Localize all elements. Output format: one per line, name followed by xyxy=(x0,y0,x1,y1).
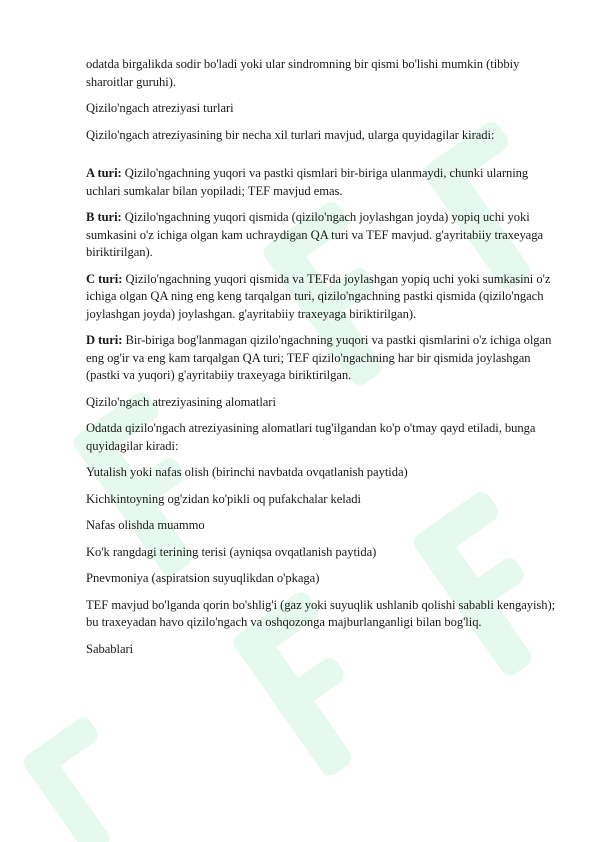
symptom-item: Ko'k rangdagi terining terisi (ayniqsa ovqatlanish paytida) xyxy=(86,544,377,559)
symptom-item: TEF mavjud bo'lganda qorin bo'shlig'i (gaz yoki suyuqlik ushlanib qolishi sababli kengayish); bu traxeyadan havo qizilo'ngach va oshqozonga majburlanganligi bilan bog'liq. xyxy=(86,597,556,629)
types-heading: Qizilo'ngach atreziyasi turlari xyxy=(86,101,234,115)
type-c-label: C turi: xyxy=(86,271,123,286)
symptom-item: Yutalish yoki nafas olish (birinchi navbatda ovqatlanish paytida) xyxy=(86,465,408,479)
symptoms-heading: Qizilo'ngach atreziyasining alomatlari xyxy=(86,394,276,409)
type-a-label: A turi: xyxy=(86,166,122,180)
intro-paragraph: odatda birgalikda sodir bo'ladi yoki ular sindromning bir qismi bo'lishi mumkin (tibbiy sharoitlar guruhi). xyxy=(86,57,520,89)
symptom-item: Nafas olishda muammo xyxy=(86,518,205,532)
symptom-item: Pnevmoniya (aspiratsion suyuqlikdan o'pkaga) xyxy=(86,571,320,585)
type-d-paragraph xyxy=(86,332,556,385)
type-a-text: Qizilo'ngachning yuqori va pastki qismlari bir-biriga ulanmaydi, chunki ularning uchlari sumkalar bilan yopiladi; TEF mavjud emas. xyxy=(86,166,529,198)
type-b-paragraph xyxy=(86,209,556,262)
type-d-label: D turi: xyxy=(86,333,123,347)
type-b-text: Qizilo'ngachning yuqori qismida (qizilo'ngach joylashgan joyda) yopiq uchi yoki sumkasini o'z ichiga olgan kam uchraydigan QA turi va TEF mavjud. g'ayritabiiy traxeyaga biriktirilgan). xyxy=(86,210,544,259)
type-a-paragraph xyxy=(86,165,556,200)
types-intro: Qizilo'ngach atreziyasining bir necha xil turlari mavjud, ularga quyidagilar kiradi: xyxy=(86,127,495,142)
type-c-text: Qizilo'ngachning yuqori qismida va TEFda joylashgan yopiq uchi yoki sumkasini o'z ichiga olgan QA ning eng keng tarqalgan turi, qizilo'ngachning pastki qismida (qizilo'ngach joylashgan joyda) joylashgan. g'ayritabiiy traxeyaga biriktirilgan). xyxy=(86,271,551,321)
type-b-label: B turi: xyxy=(86,210,122,224)
causes-heading: Sabablari xyxy=(86,641,134,656)
type-d-text: Bir-biriga bog'lanmagan qizilo'ngachning yuqori va pastki qismlarini o'z ichiga olgan eng og'ir va eng kam tarqalgan QA turi; TEF qizilo'ngachning har bir qismida joylashgan (pastki va yuqori) g'ayritabiiy traxeyaga biriktirilgan. xyxy=(86,333,552,382)
type-c-paragraph xyxy=(86,271,556,324)
symptom-item: Kichkintoyning og'zidan ko'pikli oq pufakchalar keladi xyxy=(86,491,361,506)
symptoms-intro: Odatda qizilo'ngach atreziyasining alomatlari tug'ilgandan ko'p o'tmay qayd etiladi, bunga quyidagilar kiradi: xyxy=(86,421,536,453)
document-page xyxy=(86,56,556,667)
